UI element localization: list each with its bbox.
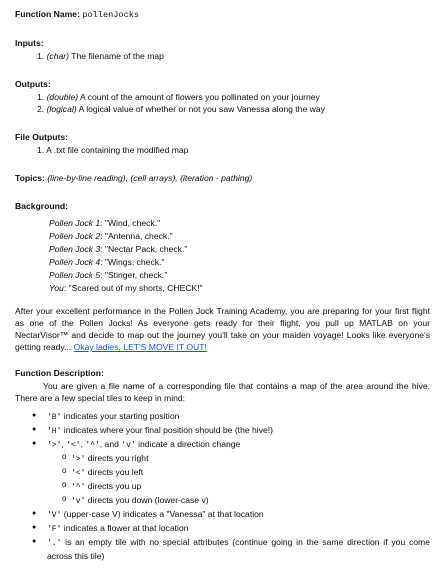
function-name-value: pollenJocks [82,10,140,20]
direction-item [47,480,430,494]
dialogue-line [49,256,430,269]
tile-text: indicate a direction change [135,439,241,449]
direction-item [47,494,430,508]
inputs-item-text: The filename of the map [69,51,164,61]
direction-text: directs you down (lower-case v) [85,495,209,505]
inputs-heading: Inputs: [15,38,44,48]
dialogue-text: : "Scared out of my shorts, CHECK!" [63,283,203,293]
dialogue-text: : "Nectar Pack, check." [100,244,188,254]
background-link[interactable]: Okay ladies, LET'S MOVE IT OUT! [73,342,207,352]
background-section [15,200,430,353]
direction-text: directs you left [85,467,144,477]
function-description-section [15,367,430,562]
tile-code: '>' [47,441,62,450]
tile-text: indicates your starting position [61,411,180,421]
tile-text: indicates a flower at that location [61,523,189,533]
dialogue-text: : "Stinger, check." [100,270,168,280]
dialogue-speaker: Pollen Jock 1 [49,218,101,228]
dialogue-speaker: Pollen Jock 4 [49,257,101,267]
file-outputs-item-text: A .txt file containing the modified map [46,145,189,155]
tile-text: indicates where your final position should be (the hive!) [61,425,274,435]
direction-text: directs you up [85,481,142,491]
dialogue-line [49,269,430,282]
file-outputs-item [15,144,430,156]
direction-code: 'v' [71,497,86,506]
tile-code: 'V' [47,511,62,520]
outputs-section [15,78,430,115]
outputs-item-text: A count of the amount of flowers you pollinated on your journey [78,92,320,102]
dialogue-text: : "Wind, check." [100,218,161,228]
direction-item [47,452,430,466]
outputs-item-type: (logical) [46,104,77,114]
inputs-item-number: 1. [37,51,45,61]
tile-separator: , [61,439,67,449]
dialogue-speaker: Pollen Jock 3 [49,244,101,254]
tile-item [15,424,430,438]
topics-line [15,172,430,184]
dialogue-line [49,243,430,256]
outputs-heading: Outputs: [15,79,51,89]
dialogue-speaker: Pollen Jock 2 [49,231,101,241]
tiles-list [15,410,430,562]
tile-code: 'v' [121,441,136,450]
function-description-heading: Function Description: [15,368,104,378]
topics-label: Topics: [15,173,45,183]
outputs-item [15,91,430,103]
tile-item [15,410,430,424]
dialogue-speaker: You [49,283,64,293]
dialogue-speaker: Pollen Jock 5 [49,270,101,280]
background-paragraph-text: After your excellent performance in the Pollen Jock Training Academy, you are preparing for your first flight as one of the Pollen Jocks! As everyone gets ready for their flight, you pull up MATLAB on your NectarVisor™ and decide to map out the journey you'll take on your maiden voyage! Looks like everyone's getting ready... [15,306,430,352]
topics-value: (line-by-line reading), (cell arrays), (iteration - pathing) [47,173,253,183]
tile-text: (upper-case V) indicates a "Vanessa" at that location [61,509,264,519]
file-outputs-item-number: 1. [37,145,45,155]
background-heading: Background: [15,201,68,211]
dialogue-line [49,217,430,230]
direction-code: '<' [71,469,86,478]
outputs-item-number: 1. [37,92,45,102]
background-paragraph [15,305,430,353]
tile-code: '.' [47,539,62,548]
tile-code: '^' [85,441,100,450]
tile-text: is an empty tile with no special attributes (continue going in the same direction if you come across this tile) [47,537,430,561]
function-description-intro: You are given a file name of a corresponding file that contains a map of the area around the hive. There are a few special tiles to keep in mind: [15,381,430,403]
direction-code: '>' [71,455,86,464]
outputs-item-number: 2. [37,104,45,114]
direction-item [47,466,430,480]
tile-item [15,522,430,536]
dialogue-line [49,282,430,295]
tile-code: 'F' [47,525,62,534]
inputs-section [15,37,430,62]
function-name-label: Function Name: [15,9,80,19]
tile-item [15,508,430,522]
tile-code: '<' [66,441,81,450]
direction-text: directs you right [85,453,149,463]
direction-code: '^' [71,483,86,492]
tile-code: 'B' [47,413,62,422]
inputs-item-type: (char) [46,51,70,61]
tile-separator: , and [99,439,122,449]
dialogue-text: : "Antenna, check." [100,231,173,241]
dialogue-block [49,217,430,295]
outputs-item [15,103,430,115]
direction-sublist [47,452,430,508]
dialogue-line [49,230,430,243]
tile-item [15,536,430,562]
function-name-line [15,8,430,21]
tile-item [15,438,430,508]
outputs-item-type: (double) [46,92,79,102]
file-outputs-heading: File Outputs: [15,132,68,142]
file-outputs-section [15,131,430,156]
tile-separator: , [80,439,86,449]
outputs-item-text: A logical value of whether or not you saw Vanessa along the way [76,104,325,114]
tile-code: 'H' [47,427,62,436]
inputs-item [15,50,430,62]
dialogue-text: : "Wings, check." [100,257,165,267]
